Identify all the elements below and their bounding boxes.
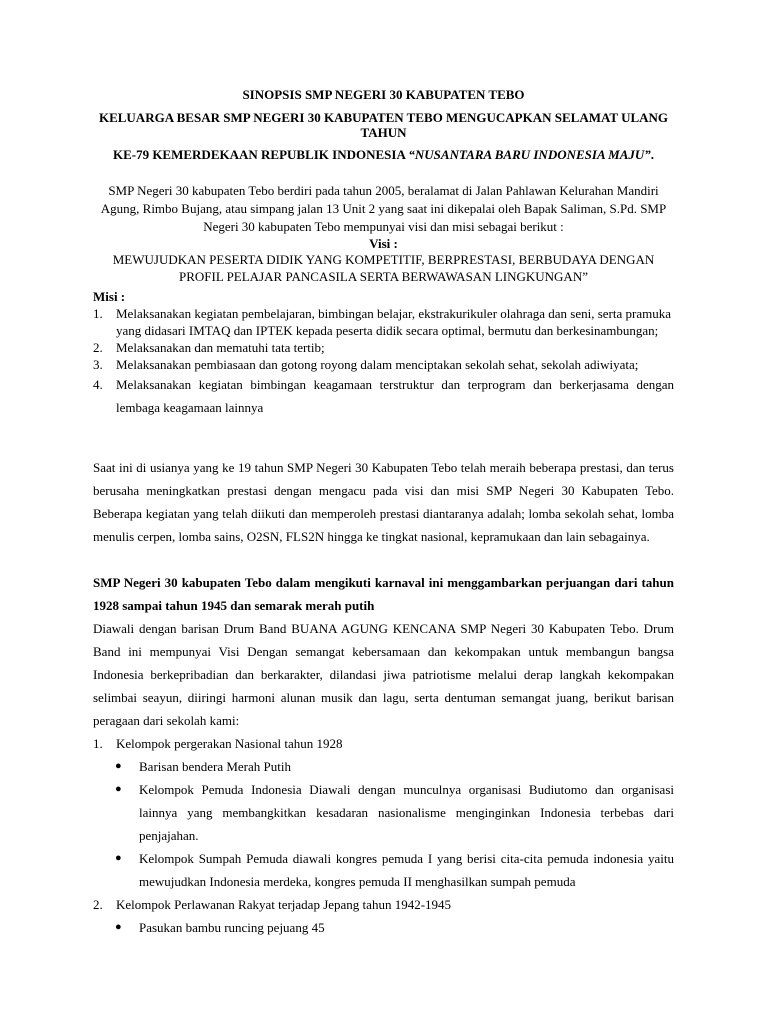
group-bullet-item [93,778,674,847]
bullet-text: Kelompok Pemuda Indonesia Diawali dengan munculnya organisasi Budiutomo dan organisasi lainnya yang membangkitkan kesadaran nasionalisme menginginkan Indonesia terbebas dari penjajahan. [139,782,674,843]
misi-item [93,373,674,419]
misi-item [93,305,674,339]
drum-band-paragraph: Diawali dengan barisan Drum Band BUANA AGUNG KENCANA SMP Negeri 30 Kabupaten Tebo. Drum Band ini mempunyai Visi Dengan semangat kebersamaan dan kekompakan untuk membangun bangsa Indonesia berkepribadian dan berkarakter, dilandasi jiwa patriotisme melalui derap langkah kekompakan selimbai seayun, diiringi harmoni alunan musik dan lagu, serta dentuman semangat juang, berikut barisan peragaan dari sekolah kami: [93,621,674,728]
bullet-icon: ● [115,921,122,933]
misi-item-text: Melaksanakan dan mematuhi tata tertib; [116,340,325,355]
bullet-icon: ● [115,783,122,795]
bullet-text: Barisan bendera Merah Putih [139,759,291,774]
misi-item-number: 1. [93,306,103,321]
misi-item-text: Melaksanakan kegiatan pembelajaran, bimbingan belajar, ekstrakurikuler olahraga dan seni, serta pramuka yang didasari IMTAQ dan IPTEK kepada peserta didik secara optimal, bermutu dan berkesinambungan; [116,306,672,338]
parade-group-title [93,893,674,916]
bullet-icon: ● [115,760,122,772]
parade-group-list [93,732,674,939]
misi-item-number: 4. [93,377,103,392]
parade-group-title [93,732,674,755]
document-title: SINOPSIS SMP NEGERI 30 KABUPATEN TEBO [242,87,525,102]
bullet-icon: ● [115,852,122,864]
carnival-paragraph: SMP Negeri 30 kabupaten Tebo dalam mengikuti karnaval ini menggambarkan perjuangan dari tahun 1928 sampai tahun 1945 dan semarak merah putih [93,575,674,613]
theme-slogan: “NUSANTARA BARU INDONESIA MAJU” [408,147,651,162]
misi-item [93,339,674,356]
misi-heading: Misi : [93,289,126,304]
misi-item-number: 3. [93,357,103,372]
group-bullet-item [93,847,674,893]
misi-item-text: Melaksanakan kegiatan bimbingan keagamaan terstruktur dan terprogram dan berkerjasama dengan lembaga keagamaan lainnya [116,377,674,415]
bullet-text: Pasukan bambu runcing pejuang 45 [139,920,325,935]
group-title-text: Kelompok Perlawanan Rakyat terjadap Jepang tahun 1942-1945 [116,897,452,912]
misi-list [93,305,674,419]
group-bullet-list [93,916,674,939]
visi-text: MEWUJUDKAN PESERTA DIDIK YANG KOMPETITIF, BERPRESTASI, BERBUDAYA DENGAN PROFIL PELAJAR PANCASILA SERTA BERWAWASAN LINGKUNGAN” [112,252,655,284]
group-bullet-list [93,755,674,893]
school-intro: SMP Negeri 30 kabupaten Tebo berdiri pada tahun 2005, beralamat di Jalan Pahlawan Kelurahan Mandiri Agung, Rimbo Bujang, atau simpang jalan 13 Unit 2 yang saat ini dikepalai oleh Bapak Saliman, S.Pd. SMP Negeri 30 kabupaten Tebo mempunyai visi dan misi sebagai berikut : [100,183,667,234]
independence-heading-text: KE-79 KEMERDEKAAN REPUBLIK INDONESIA [112,147,409,162]
group-number: 2. [93,897,103,912]
independence-heading [93,147,674,162]
misi-item [93,356,674,373]
group-bullet-item [93,916,674,939]
achievement-paragraph: Saat ini di usianya yang ke 19 tahun SMP Negeri 30 Kabupaten Tebo telah meraih beberapa prestasi, dan terus berusaha meningkatkan prestasi dengan mengacu pada visi dan misi SMP Negeri 30 Kabupaten Tebo. Beberapa kegiatan yang telah diikuti dan memperoleh prestasi diantaranya adalah; lomba sekolah sehat, lomba menulis cerpen, lomba sains, O2SN, FLS2N hingga ke tingkat nasional, kepramukaan dan lain sebagainya. [93,460,674,544]
group-bullet-item [93,755,674,778]
bullet-text: Kelompok Sumpah Pemuda diawali kongres pemuda I yang berisi cita-cita pemuda indonesia yaitu mewujudkan Indonesia merdeka, kongres pemuda II menghasilkan sumpah pemuda [139,851,674,889]
misi-item-number: 2. [93,340,103,355]
visi-heading: Visi : [369,236,398,251]
misi-item-text: Melaksanakan pembiasaan dan gotong royong dalam menciptakan sekolah sehat, sekolah adiwiyata; [116,357,639,372]
group-title-text: Kelompok pergerakan Nasional tahun 1928 [116,736,343,751]
greeting-heading: KELUARGA BESAR SMP NEGERI 30 KABUPATEN TEBO MENGUCAPKAN SELAMAT ULANG TAHUN [98,110,669,140]
group-number: 1. [93,736,103,751]
heading-period: . [650,147,655,162]
